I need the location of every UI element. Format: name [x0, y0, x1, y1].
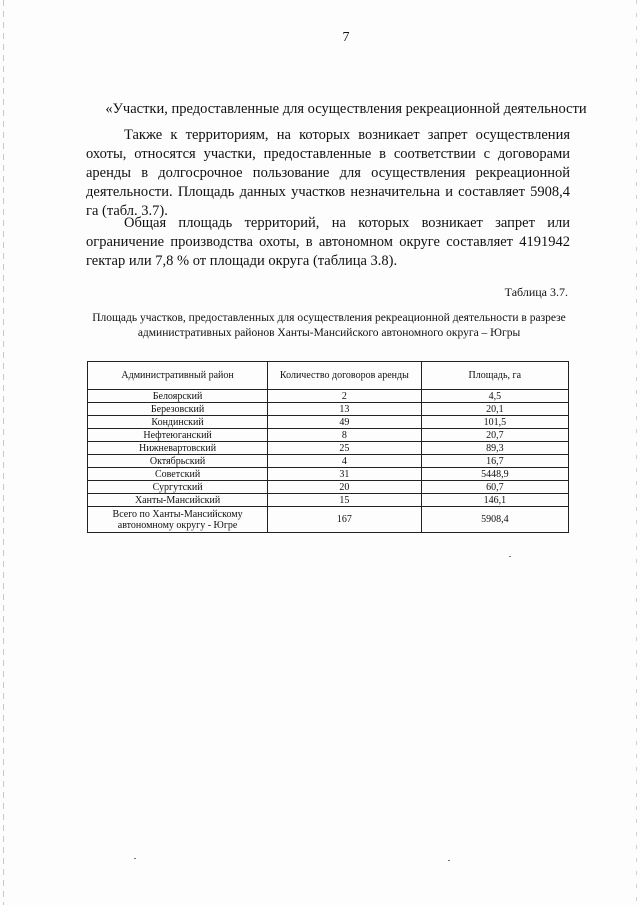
cell-count: 20	[268, 481, 421, 494]
table-row	[88, 416, 569, 429]
cell-count: 13	[268, 403, 421, 416]
table-row	[88, 455, 569, 468]
cell-district: Белоярский	[88, 390, 268, 403]
table-header-row	[88, 362, 569, 390]
cell-total-area: 5908,4	[421, 507, 568, 533]
cell-count: 8	[268, 429, 421, 442]
table-caption: Площадь участков, предоставленных для осуществления рекреационной деятельности в разрезе административных районов Ханты-Мансийского автономного округа – Югры	[92, 312, 566, 339]
table-row	[88, 403, 569, 416]
scan-edge-left	[3, 0, 4, 905]
table-total-row	[88, 507, 569, 533]
cell-count: 49	[268, 416, 421, 429]
table-row	[88, 468, 569, 481]
cell-district: Березовский	[88, 403, 268, 416]
cell-area: 89,3	[421, 442, 568, 455]
scan-speck	[448, 860, 450, 861]
cell-area: 20,7	[421, 429, 568, 442]
cell-total-count: 167	[268, 507, 421, 533]
section-heading: «Участки, предоставленные для осуществления рекреационной деятельности	[105, 101, 587, 117]
cell-district: Сургутский	[88, 481, 268, 494]
scan-edge-right	[636, 0, 637, 905]
cell-area: 146,1	[421, 494, 568, 507]
cell-district: Октябрьский	[88, 455, 268, 468]
cell-district: Нефтеюганский	[88, 429, 268, 442]
cell-district: Нижневартовский	[88, 442, 268, 455]
cell-area: 4,5	[421, 390, 568, 403]
table-row	[88, 494, 569, 507]
cell-count: 15	[268, 494, 421, 507]
header-area: Площадь, га	[421, 362, 568, 390]
paragraph-1: Также к территориям, на которых возникает запрет осуществления охоты, относятся участки, предоставленные в соответствии с договорами аренды в долгосрочное пользование для осуществления рекреационной деятельности. Площадь данных участков незначительна и составляет 5908,4 га (табл. 3.7).	[86, 127, 570, 219]
page-number: 7	[342, 30, 350, 45]
cell-area: 20,1	[421, 403, 568, 416]
cell-count: 31	[268, 468, 421, 481]
lease-area-table	[87, 361, 569, 533]
table-row	[88, 390, 569, 403]
cell-area: 101,5	[421, 416, 568, 429]
table-row	[88, 429, 569, 442]
table-body	[88, 390, 569, 533]
cell-area: 60,7	[421, 481, 568, 494]
cell-count: 25	[268, 442, 421, 455]
scan-speck	[509, 556, 511, 557]
cell-total-district: Всего по Ханты-Мансийскому автономному округу - Югре	[88, 507, 268, 533]
header-count: Количество договоров аренды	[268, 362, 421, 390]
cell-area: 16,7	[421, 455, 568, 468]
cell-count: 4	[268, 455, 421, 468]
scan-speck	[134, 858, 136, 859]
paragraph-2: Общая площадь территорий, на которых возникает запрет или ограничение производства охоты, в автономном округе составляет 4191942 гектар или 7,8 % от площади округа (таблица 3.8).	[86, 215, 570, 269]
table-row	[88, 481, 569, 494]
cell-area: 5448,9	[421, 468, 568, 481]
header-district: Административный район	[88, 362, 268, 390]
table-row	[88, 442, 569, 455]
cell-district: Ханты-Мансийский	[88, 494, 268, 507]
cell-district: Советский	[88, 468, 268, 481]
cell-count: 2	[268, 390, 421, 403]
table-reference: Таблица 3.7.	[504, 285, 568, 299]
cell-district: Кондинский	[88, 416, 268, 429]
